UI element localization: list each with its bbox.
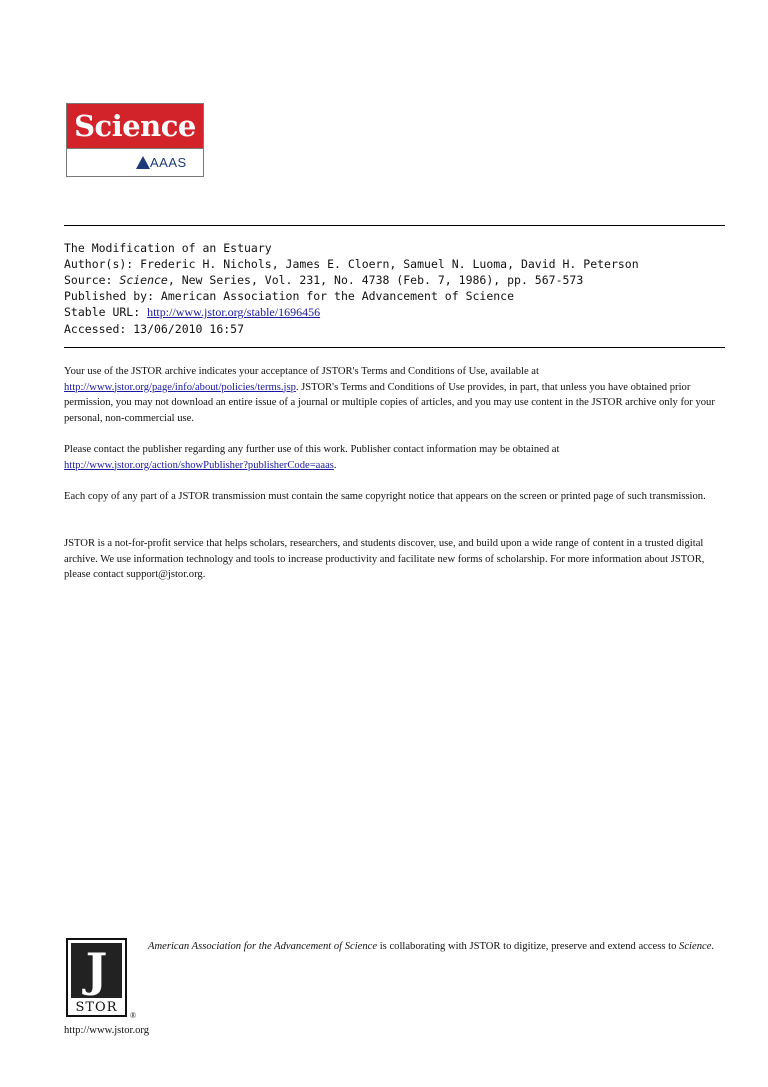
jstor-logo-word: STOR [75,1000,118,1015]
jstor-logo [66,938,127,1017]
collaboration-note [148,940,724,954]
terms-paragraph [64,364,724,426]
collaboration-text: is collaborating with JSTOR to digitize, preserve and extend access to [377,941,680,952]
article-title: The Modification of an Estuary [64,241,272,255]
article-authors: Author(s): Frederic H. Nichols, James E. Cloern, Samuel N. Luoma, David H. Peterson [64,257,639,271]
jstor-emblem-icon [71,943,122,998]
contact-period: . [333,459,337,471]
stable-url-row [64,305,320,321]
collaboration-end: . [711,941,715,952]
aaas-label: AAAS [150,155,187,170]
jstor-logo-letter: J [85,943,108,997]
article-source [64,273,583,289]
accessed-date: Accessed: 13/06/2010 16:57 [64,322,245,336]
terms-link[interactable]: http://www.jstor.org/page/info/about/policies/terms.jsp [64,381,296,393]
middle-divider [64,347,725,348]
registered-mark: ® [130,1011,137,1020]
aaas-band [67,148,203,176]
publisher-contact-paragraph [64,442,724,473]
aaas-triangle-icon [136,156,150,169]
publisher-name: American Association for the Advancement of Science [148,941,378,952]
stable-url-link[interactable]: http://www.jstor.org/stable/1696456 [147,305,321,319]
article-publisher: Published by: American Association for the Advancement of Science [64,289,515,303]
copyright-paragraph [64,489,724,505]
top-divider [64,225,725,226]
science-logo [66,103,204,177]
source-journal: Science [119,273,168,287]
contact-text: Please contact the publisher regarding any further use of this work. Publisher contact information may be obtained at [64,444,560,455]
jstor-url[interactable]: http://www.jstor.org [64,1025,150,1036]
source-prefix: Source: [64,273,120,287]
terms-text-b: . JSTOR's Terms and Conditions of Use provides, in part, that unless you have obtained prior permission, you may not download an entire issue of a journal or multiple copies of articles, and you may use content in the JSTOR archive only for your personal, non-commercial use. [64,381,715,424]
terms-text-a: Your use of the JSTOR archive indicates your acceptance of JSTOR's Terms and Conditions of Use, available at [64,366,539,377]
copyright-text: Each copy of any part of a JSTOR transmission must contain the same copyright notice that appears on the screen or printed page of such transmission. [64,491,706,502]
science-wordmark: Science [67,104,203,148]
jstor-about-paragraph [64,536,724,583]
journal-name: Science [679,941,712,952]
publisher-contact-link[interactable]: http://www.jstor.org/action/showPublisher?publisherCode=aaas [64,459,334,471]
stable-url-label: Stable URL: [64,305,148,319]
jstor-about-text: JSTOR is a not-for-profit service that helps scholars, researchers, and students discover, use, and build upon a wide range of content in a trusted digital archive. We use information technology and tools to increase productivity and facilitate new forms of scholarship. For more information about JSTOR, please contact support@jstor.org. [64,538,705,580]
source-details: , New Series, Vol. 231, No. 4738 (Feb. 7, 1986), pp. 567-573 [167,273,584,287]
